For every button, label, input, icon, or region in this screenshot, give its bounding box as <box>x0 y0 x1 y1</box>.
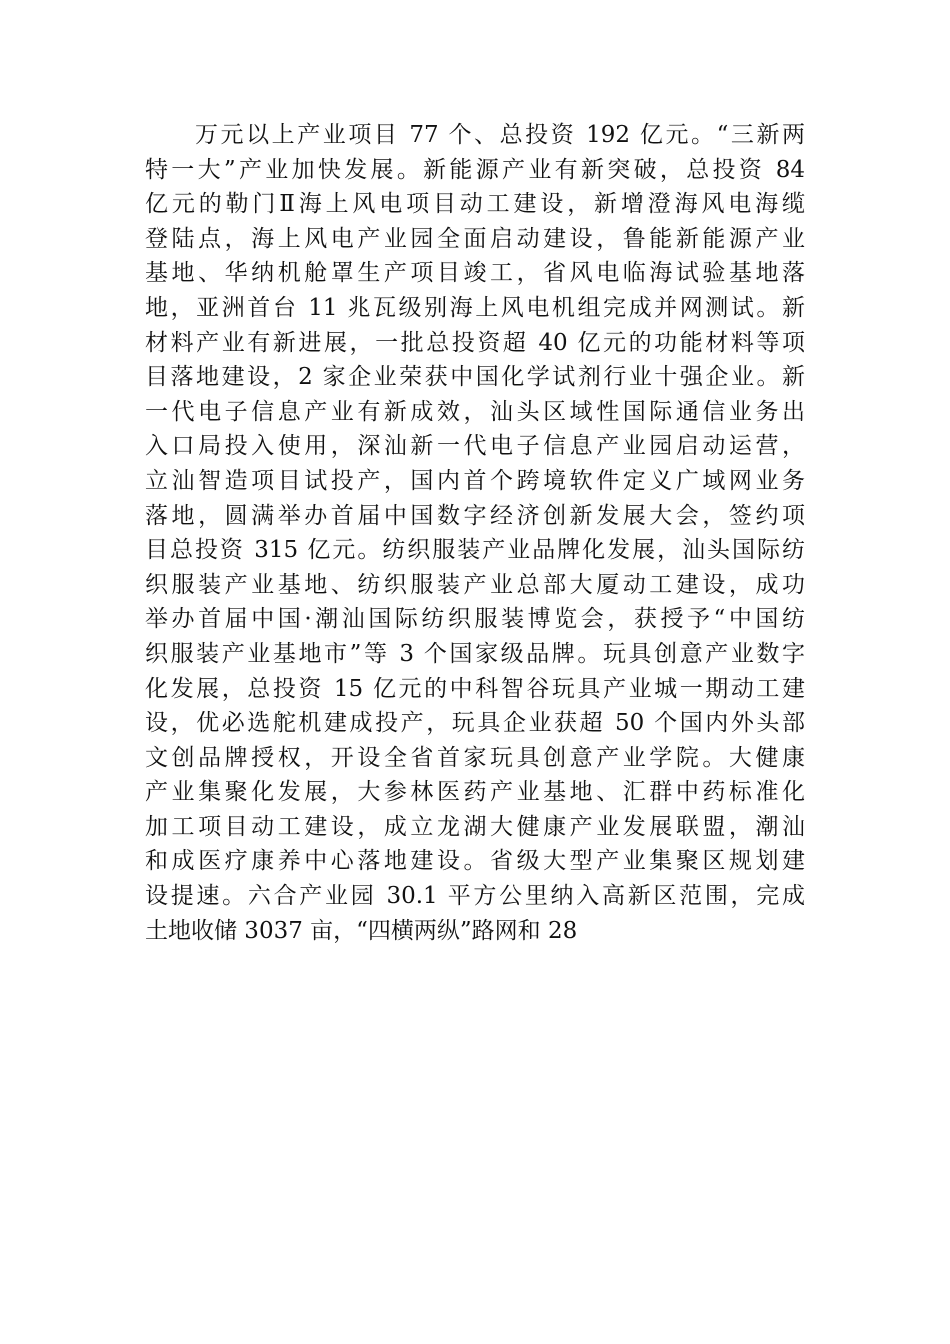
paragraph-line: 材料产业有新进展，一批总投资超 40 亿元的功能材料等项 <box>145 329 805 356</box>
paragraph-line: 加工项目动工建设，成立龙湖大健康产业发展联盟，潮汕 <box>145 813 805 840</box>
paragraph-line: 文创品牌授权，开设全省首家玩具创意产业学院。大健康 <box>145 744 805 771</box>
paragraph-line: 特一大”产业加快发展。新能源产业有新突破，总投资 84 <box>145 156 805 183</box>
paragraph-line: 入口局投入使用，深汕新一代电子信息产业园启动运营， <box>145 433 805 460</box>
paragraph-line: 和成医疗康养中心落地建设。省级大型产业集聚区规划建 <box>145 848 805 875</box>
paragraph-line: 织服装产业基地市”等 3 个国家级品牌。玩具创意产业数字 <box>145 640 805 667</box>
paragraph-line: 万元以上产业项目 77 个、总投资 192 亿元。“三新两 <box>195 122 805 148</box>
paragraph-line: 一代电子信息产业有新成效，汕头区域性国际通信业务出 <box>145 398 805 425</box>
paragraph-line: 地，亚洲首台 11 兆瓦级别海上风电机组完成并网测试。新 <box>145 294 805 321</box>
paragraph-line: 化发展，总投资 15 亿元的中科智谷玩具产业城一期动工建 <box>145 675 805 702</box>
paragraph-line: 土地收储 3037 亩，“四横两纵”路网和 28 <box>145 917 578 944</box>
paragraph-line: 目总投资 315 亿元。纺织服装产业品牌化发展，汕头国际纺 <box>145 537 805 564</box>
paragraph-line: 登陆点，海上风电产业园全面启动建设，鲁能新能源产业 <box>145 225 805 252</box>
paragraph-line: 落地，圆满举办首届中国数字经济创新发展大会，签约项 <box>145 502 805 529</box>
paragraph-line: 目落地建设，2 家企业荣获中国化学试剂行业十强企业。新 <box>145 364 805 391</box>
paragraph-line: 设，优必选舵机建成投产，玩具企业获超 50 个国内外头部 <box>145 710 805 737</box>
paragraph-line: 基地、华纳机舱罩生产项目竣工，省风电临海试验基地落 <box>145 260 805 287</box>
paragraph-line: 设提速。六合产业园 30.1 平方公里纳入高新区范围，完成 <box>145 883 805 910</box>
body-paragraph <box>145 118 805 948</box>
paragraph-line: 产业集聚化发展，大参林医药产业基地、汇群中药标准化 <box>145 779 805 806</box>
paragraph-line: 立汕智造项目试投产，国内首个跨境软件定义广域网业务 <box>145 467 805 494</box>
paragraph-line: 举办首届中国·潮汕国际纺织服装博览会，获授予“中国纺 <box>145 606 805 633</box>
paragraph-line: 织服装产业基地、纺织服装产业总部大厦动工建设，成功 <box>145 571 805 598</box>
paragraph-line: 亿元的勒门Ⅱ海上风电项目动工建设，新增澄海风电海缆 <box>145 191 805 218</box>
